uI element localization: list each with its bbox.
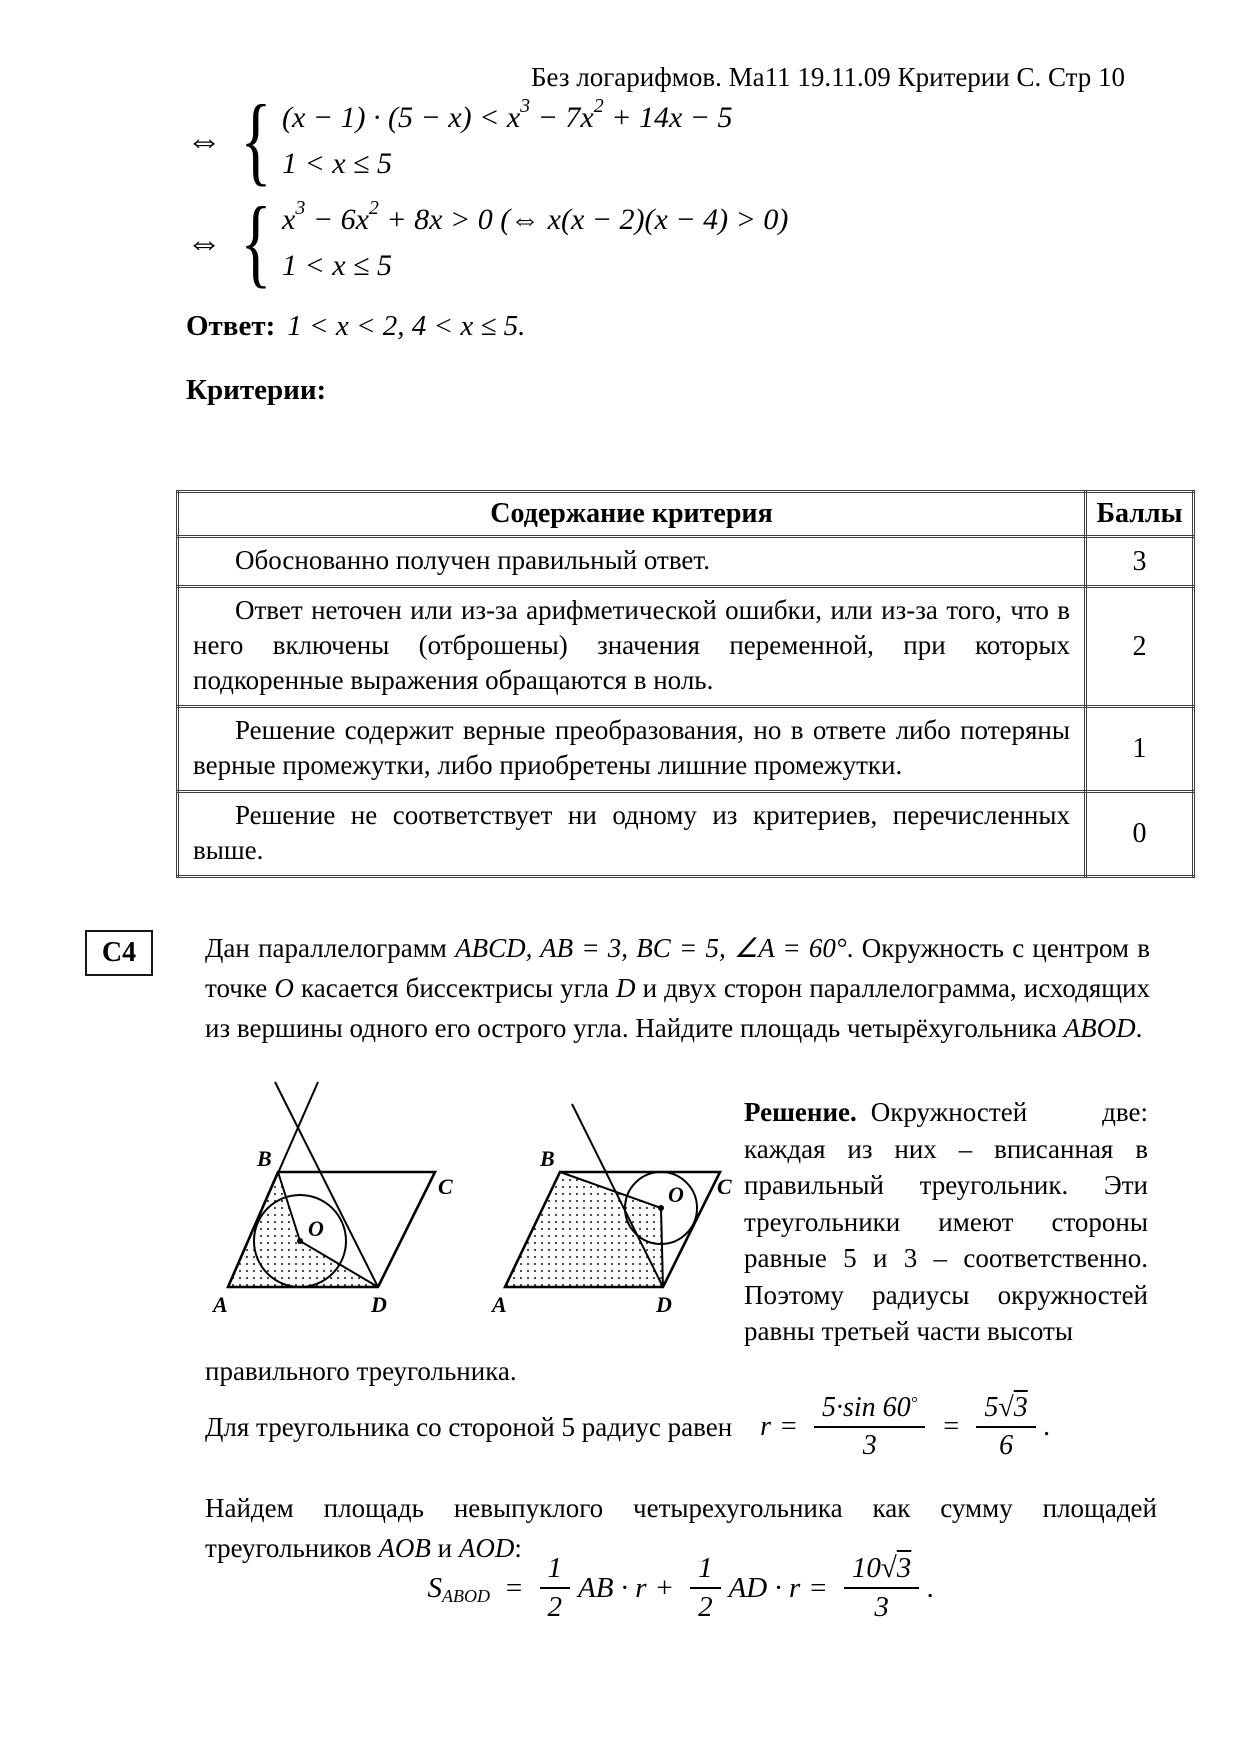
criteria-row xyxy=(178,537,1194,587)
fraction-half-1: $\frac{1}{2}$ xyxy=(540,1552,571,1625)
vertex-label-d: D xyxy=(656,1292,672,1317)
radius-formula: r = $\frac{5\cdot\sin 60^\circ}{3}$ = $\frac{5√3}{6}$ . xyxy=(760,1392,1051,1462)
criteria-header-row xyxy=(178,492,1194,537)
center-point-o xyxy=(297,1238,303,1244)
problem-statement: Дан параллелограмм ABCD, AB = 3, BC = 5, ∠A = 60°. Окружность с центром в точке O касается биссектрисы угла D и двух сторон параллелограмма, исходящих из вершины одного его острого угла. Найдите площадь четырёхугольника ABOD. xyxy=(205,933,1151,1043)
vertex-label-a: A xyxy=(492,1292,507,1317)
math-aob: AOB xyxy=(378,1533,431,1563)
criterion-text: Решение не соответствует ни одному из критериев, перечисленных выше. xyxy=(178,792,1086,877)
equivalence-system-2 xyxy=(186,186,789,297)
solution-label: Решение. xyxy=(744,1097,857,1127)
vertex-label-d: D xyxy=(371,1292,387,1317)
center-label-o: O xyxy=(668,1182,684,1207)
math-aod: AOD xyxy=(458,1533,515,1563)
solution-continuation: правильного треугольника. xyxy=(205,1356,517,1386)
figure-parallelogram-2 xyxy=(470,1080,740,1320)
answer-line xyxy=(186,310,525,343)
math-abod: ABOD xyxy=(1063,1013,1136,1043)
equivalence-system-1 xyxy=(186,84,788,195)
system-brace: { xyxy=(240,84,272,195)
criteria-table xyxy=(176,490,1195,878)
fraction-half-2: $\frac{1}{2}$ xyxy=(690,1552,721,1625)
fraction-sqrt3: $\frac{5√3}{6}$ xyxy=(976,1392,1035,1462)
fraction-sin: $\frac{5\cdot\sin 60^\circ}{3}$ xyxy=(814,1392,926,1462)
system1-line1: $(x - 1) \cdot (5 - x) < x^3 - 7x^2 + 14x - 5$ xyxy=(282,95,733,134)
criterion-score: 3 xyxy=(1086,537,1194,587)
vertex-label-b: B xyxy=(257,1146,272,1171)
problem-label-box: С4 xyxy=(85,930,153,976)
equivalence-arrow: ⇔ xyxy=(186,222,222,262)
equivalence-arrow: ⇔ xyxy=(186,120,222,160)
fraction-result: $\frac{10√3}{3}$ xyxy=(844,1552,919,1625)
criteria-heading: Критерии: xyxy=(186,374,327,406)
column-header-content: Содержание критерия xyxy=(178,492,1086,537)
criterion-text: Обоснованно получен правильный ответ. xyxy=(178,537,1086,587)
criteria-row xyxy=(178,707,1194,792)
system1-line2: 1 < x ≤ 5 xyxy=(282,147,393,180)
criterion-score: 2 xyxy=(1086,587,1194,707)
derivation-block xyxy=(186,84,789,300)
shaded-quad-abod xyxy=(505,1172,663,1287)
criteria-row xyxy=(178,792,1194,877)
criterion-score: 1 xyxy=(1086,707,1194,792)
math-abcd: ABCD, AB = 3, BC = 5, ∠A = 60° xyxy=(455,933,847,963)
vertex-label-b: B xyxy=(540,1146,555,1171)
radius-formula-line xyxy=(205,1392,1051,1462)
system-brace: { xyxy=(240,186,272,297)
math-o: O xyxy=(274,973,294,1003)
page-header: Без логарифмов. Ма11 19.11.09 Критерии С. Стр 10 xyxy=(531,62,1125,92)
vertex-label-c: C xyxy=(438,1174,453,1199)
figure-parallelogram-1 xyxy=(175,1080,475,1320)
final-area-formula: S $_{ABOD}$ = $\frac{1}{2}$ AB · r + $\frac{1}{2}$ AD · r = $\frac{10√3}{3}$ . xyxy=(427,1552,935,1624)
vertex-label-a: A xyxy=(213,1292,228,1317)
system2-line2: 1 < x ≤ 5 xyxy=(282,249,393,282)
answer-label: Ответ: xyxy=(186,310,276,342)
criterion-score: 0 xyxy=(1086,792,1194,877)
area-sum-paragraph: Найдем площадь невыпуклого четырехугольника как сумму площадей треугольников AOB и AOD: xyxy=(205,1493,1157,1563)
system2-line1: $x^3 - 6x^2 + 8x > 0$ (⇔ x(x − 2)(x − 4) > 0) xyxy=(282,197,789,236)
criterion-text: Решение содержит верные преобразования, но в ответе либо потеряны верные промежутки, либо приобретены лишние промежутки. xyxy=(178,707,1086,792)
solution-paragraph: Решение. Окружностей две: каждая из них – вписанная в правильный треугольник. Эти треугольники имеют стороны равные 5 и 3 – соответственно. Поэтому радиусы окружностей равны третьей части высоты xyxy=(744,1097,1148,1346)
radius-prefix: Для треугольника со стороной 5 радиус равен xyxy=(205,1411,733,1442)
center-point-o xyxy=(658,1205,664,1211)
answer-value: 1 < x < 2, 4 < x ≤ 5. xyxy=(287,310,526,342)
criterion-text: Ответ неточен или из-за арифметической ошибки, или из-за того, что в него включены (отброшены) значения переменной, при которых подкоренные выражения обращаются в ноль. xyxy=(178,587,1086,707)
math-d: D xyxy=(615,973,636,1003)
vertex-label-c: C xyxy=(717,1174,732,1199)
criteria-row xyxy=(178,587,1194,707)
shaded-quad-abod xyxy=(228,1172,378,1287)
column-header-score: Баллы xyxy=(1086,492,1194,537)
center-label-o: O xyxy=(308,1216,324,1241)
